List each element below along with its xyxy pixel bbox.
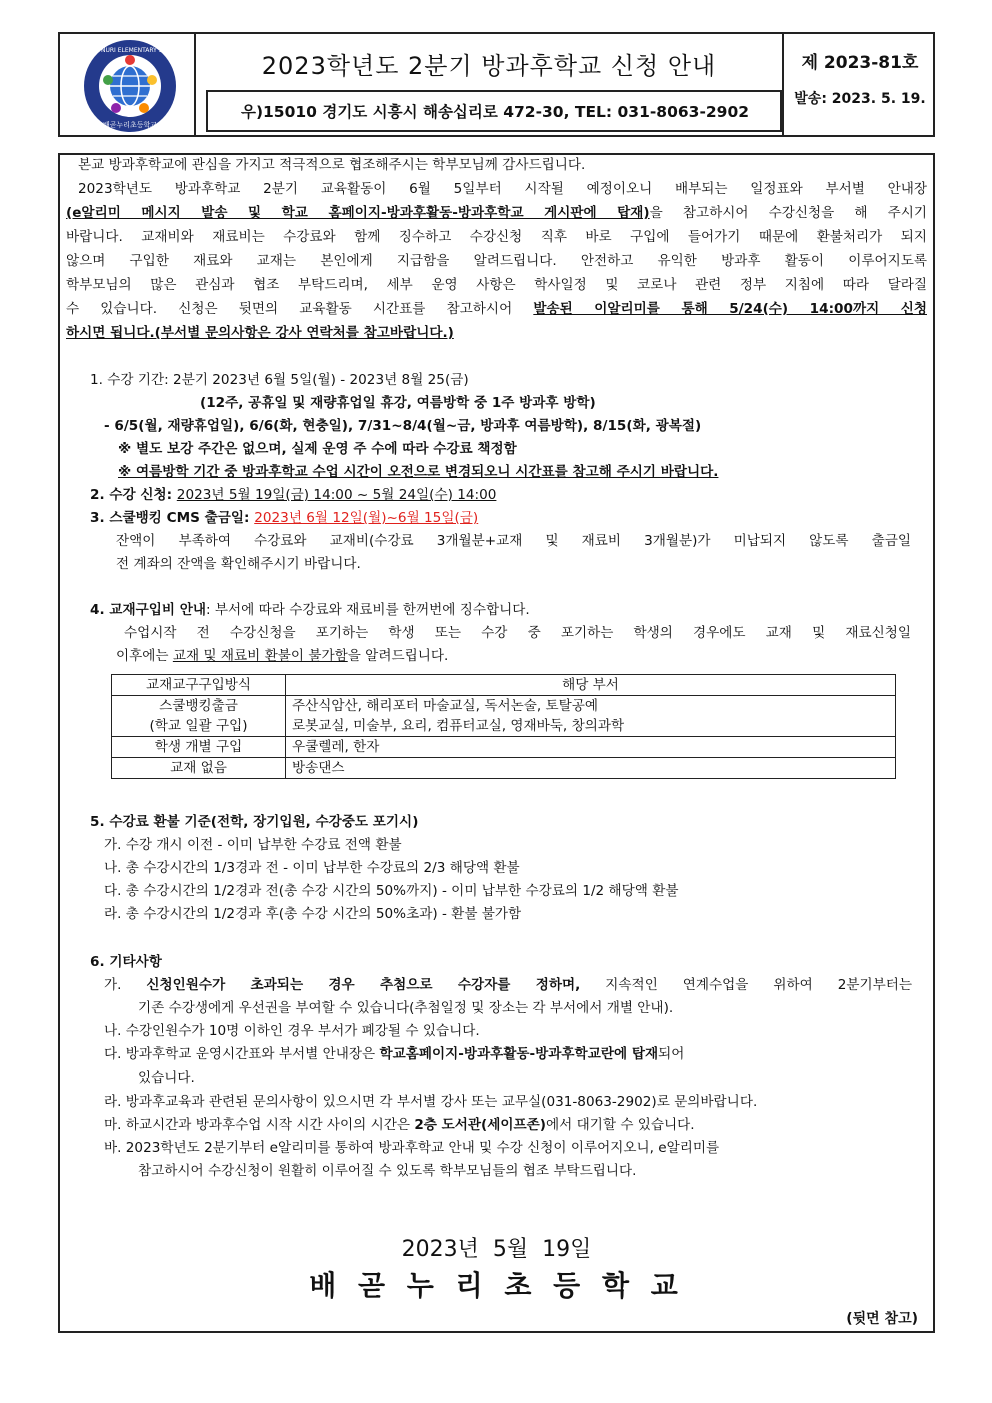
school-name: 배 곧 누 리 초 등 학 교 (309, 1269, 684, 1302)
table-header-row (112, 675, 896, 696)
section-1-note-1: ※ 별도 보강 주간은 없으며, 실제 운영 주 수에 따라 수강료 책정함 (118, 441, 517, 457)
section-3: 3. 스쿨뱅킹 CMS 출금일: 2023년 6월 12일(월)~6월 15일(금) (90, 510, 479, 526)
section-3-line-2: 전 계좌의 잔액을 확인해주시기 바랍니다. (116, 556, 361, 572)
section-1-note-2: ※ 여름방학 기간 중 방과후학교 수업 시간이 오전으로 변경되오니 시간표를 참고해 주시기 바랍니다. (118, 464, 719, 480)
list-item: 라. 총 수강시간의 1/2경과 후(총 수강 시간의 50%초과) - 환불 불가함 (104, 906, 522, 922)
section-1-sub: (12주, 공휴일 및 재량휴업일 휴강, 여름방학 중 1주 방과후 방학) (200, 395, 596, 411)
document-number: 제 2023-81호 (801, 53, 919, 73)
materials-table (111, 674, 896, 779)
table-header-method: 교재교구구입방식 (112, 675, 286, 696)
table-row: 스쿨뱅킹출금 (학교 일괄 구입) 주산식암산, 해리포터 마술교실, 독서논술, 토탈공예 로봇교실, 미술부, 요리, 컴퓨터교실, 영재바둑, 창의과학 (112, 696, 896, 737)
header-divider-logo (194, 32, 196, 137)
list-item: 가. 신청인원수가 초과되는 경우 추첨으로 수강자를 정하며, 지속적인 연계수업을 위하여 2분기부터는 (104, 977, 913, 993)
list-item: 다. 방과후학교 운영시간표와 부서별 안내장은 학교홈페이지-방과후활동-방과후학교란에 탑재되어 (104, 1046, 685, 1062)
footer-date: 2023년 5월 19일 (401, 1237, 592, 1262)
intro-line-5: 않으며 구입한 재료와 교재는 본인에게 지급함을 알려드립니다. 안전하고 유익한 방과후 활동이 이루어지도록 (66, 253, 927, 269)
section-2: 2. 수강 신청: 2023년 5월 19일(금) 14:00 ~ 5월 24일(수) 14:00 (90, 487, 497, 503)
section-1-heading: 1. 수강 기간: 2분기 2023년 6월 5일(월) - 2023년 8월 25(금) (90, 372, 469, 388)
intro-line-4: 바랍니다. 교재비와 재료비는 수강료와 함께 징수하고 수강신청 직후 바로 구입에 들어가기 때문에 환불처리가 되지 (66, 229, 927, 245)
list-item: 나. 수강인원수가 10명 이하인 경우 부서가 폐강될 수 있습니다. (104, 1023, 480, 1039)
table-header-departments: 해당 부서 (286, 675, 896, 696)
intro-emphasis-notice: (e알리미 메시지 발송 및 학교 홈페이지-방과후활동-방과후학교 게시판에 탑재) (66, 205, 650, 221)
section-4-line-2: 이후에는 교재 및 재료비 환불이 불가함을 알려드립니다. (116, 648, 449, 664)
page-title: 2023학년도 2분기 방과후학교 신청 안내 (261, 51, 717, 80)
intro-line-7: 수 있습니다. 신청은 뒷면의 교육활동 시간표를 참고하시어 발송된 이알리미를 통해 5/24(수) 14:00까지 신청 (66, 301, 927, 317)
list-item: 참고하시어 수강신청이 원활히 이루어질 수 있도록 학부모님들의 협조 부탁드립니다. (138, 1163, 637, 1179)
section-4-line-1: 수업시작 전 수강신청을 포기하는 학생 또는 수강 중 포기하는 학생의 경우에도 교재 및 재료신청일 (124, 625, 911, 641)
list-item: 나. 총 수강시간의 1/3경과 전 - 이미 납부한 수강료의 2/3 해당액 환불 (104, 860, 520, 876)
list-item: 기존 수강생에게 우선권을 부여할 수 있습니다(추첨일정 및 장소는 각 부서에서 개별 안내). (138, 1000, 674, 1016)
list-item: 바. 2023학년도 2분기부터 e알리미를 통하여 방과후학교 안내 및 수강 신청이 이루어지오니, e알리미를 (104, 1140, 720, 1156)
list-item: 마. 하교시간과 방과후수업 시작 시간 사이의 시간은 2층 도서관(세이프존)에서 대기할 수 있습니다. (104, 1117, 695, 1133)
intro-line-3: (e알리미 메시지 발송 및 학교 홈페이지-방과후활동-방과후학교 게시판에 탑재)을 참고하시어 수강신청을 해 주시기 (66, 205, 927, 221)
list-item: 가. 수강 개시 이전 - 이미 납부한 수강료 전액 환불 (104, 837, 402, 853)
section-4: 4. 교재구입비 안내: 부서에 따라 수강료와 재료비를 한꺼번에 징수합니다. (90, 602, 530, 618)
table-row: 교재 없음 방송댄스 (112, 758, 896, 779)
section-6-heading: 6. 기타사항 (90, 954, 162, 970)
list-item: 다. 총 수강시간의 1/2경과 전(총 수강 시간의 50%까지) - 이미 납부한 수강료의 1/2 해당액 환불 (104, 883, 679, 899)
header-divider-right (782, 32, 784, 137)
list-item: 있습니다. (138, 1070, 195, 1086)
table-row: 학생 개별 구입 우쿨렐레, 한자 (112, 737, 896, 758)
section-3-line-1: 잔액이 부족하여 수강료와 교재비(수강료 3개월분+교재 및 재료비 3개월분)가 미납되지 않도록 출금일 (116, 533, 911, 549)
intro-line-2: 2023학년도 방과후학교 2분기 교육활동이 6월 5일부터 시작될 예정이오니 배부되는 일정표와 부서별 안내장 (78, 181, 927, 197)
intro-deadline: 발송된 이알리미를 통해 5/24(수) 14:00까지 신청 (533, 301, 927, 317)
back-page-note: (뒷면 참고) (846, 1311, 918, 1327)
logo-text-top: BAEGOTNURI ELEMENTARY SCHOOL (75, 47, 185, 54)
intro-line-8: 하시면 됩니다.(부서별 문의사항은 강사 연락처를 참고바랍니다.) (66, 325, 454, 341)
school-address: 우)15010 경기도 시흥시 해송십리로 472-30, TEL: 031-8063-2902 (240, 103, 750, 121)
cms-withdrawal-date: 2023년 6월 12일(월)~6월 15일(금) (254, 510, 479, 526)
logo-text-bottom: 배곧누리초등학교 (102, 121, 158, 129)
intro-line-6: 학부모님의 많은 관심과 협조 부탁드리며, 세부 운영 사항은 학사일정 및 코로나 관련 정부 지침에 따라 달라질 (66, 277, 927, 293)
intro-line-1: 본교 방과후학교에 관심을 가지고 적극적으로 협조해주시는 학부모님께 감사드립니다. (78, 157, 586, 173)
list-item: 라. 방과후교육과 관련된 문의사항이 있으시면 각 부서별 강사 또는 교무실(031-8063-2902)로 문의바랍니다. (104, 1094, 758, 1110)
issue-date: 발송: 2023. 5. 19. (794, 91, 926, 107)
section-1-holidays: - 6/5(월, 재량휴업일), 6/6(화, 현충일), 7/31~8/4(월~금, 방과후 여름방학), 8/15(화, 광복절) (104, 418, 702, 434)
school-logo (75, 38, 185, 134)
section-5-heading: 5. 수강료 환불 기준(전학, 장기입원, 수강중도 포기시) (90, 814, 419, 830)
